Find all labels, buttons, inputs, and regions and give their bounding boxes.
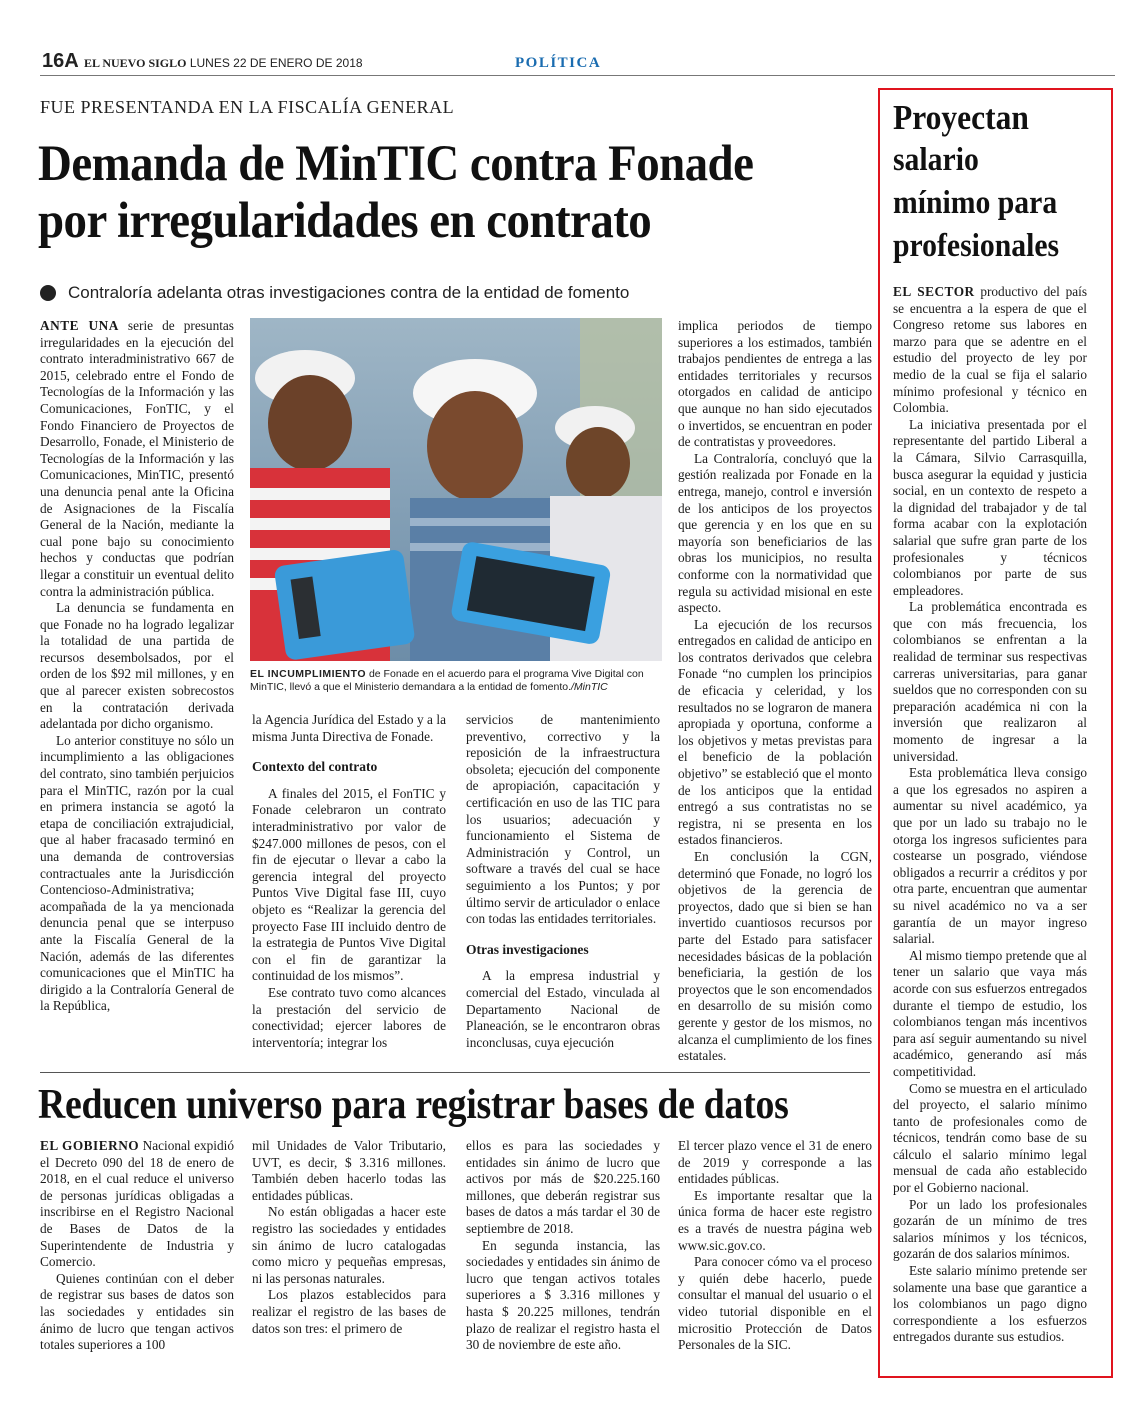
sidebar-body (893, 284, 1087, 1346)
article-deck (40, 283, 629, 303)
lead-in: ANTE UNA (40, 318, 119, 333)
paragraph: Por un lado los profesionales gozarán de un mínimo de tres salarios mínimos y los técnicos, gozarán de dos salarios mínimos. (893, 1196, 1087, 1262)
paragraph-text: Nacional expidió el Decreto 090 del 18 de enero de 2018, en el cual reduce el universo de personas jurídicas obligadas a inscribirse en el Registro Nacional de Bases de Datos de la Superintendente de Industria y Comercio. (40, 1138, 234, 1270)
caption-text: de Fonade en el acuerdo para el programa Vive Digital con MinTIC, llevó a que el Ministerio demandara a la entidad de fomento. (250, 668, 644, 693)
paragraph: La Contraloría, concluyó que la gestión realizada por Fonade en la entrega, manejo, control e inversión de los anticipos de los proyectos que gerencia y en los que en su mayoría son beneficiarios de las obras los municipios, no resulta conforme con la normatividad que regula su actividad misional en este aspecto. (678, 450, 872, 616)
second-column-2 (252, 1138, 446, 1337)
paragraph: La iniciativa presentada por el representante del partido Liberal a la Cámara, Silvio Carrasquilla, busca asegurar la equidad y justicia social, en un contexto de respeto a la dignidad del trabajador y de tal forma acabar con la explotación salarial que sufre gran parte de los profesionales y técnicos colombianos por parte de sus empleadores. (893, 416, 1087, 598)
paragraph: En segunda instancia, las sociedades y entidades sin ánimo de lucro que tengan activos totales superiores a $ 3.316 millones y hasta $ 20.225 millones, tendrán plazo de realizar el registro hasta el 30 de noviembre de este año. (466, 1237, 660, 1353)
main-column-3 (466, 712, 660, 1051)
article-photo (250, 318, 662, 661)
paragraph: La problemática encontrada es que con más frecuencia, los colombianos se enfrentan a la realidad de terminar sus respectivas carreras universitarias, para ganar sueldos que no corresponden con su preparación académica ni con la inversión que realizaron al momento de ingresar a la universidad. (893, 599, 1087, 764)
paragraph-text: productivo del país se encuentra a la espera de que el Congreso retome sus labores en marzo para que se adentre en el estudio del proyecto de ley por medio de la cual se fija el salario mínimo profesional y técnico en Colombia. (893, 284, 1087, 416)
main-column-4 (678, 318, 872, 1065)
paragraph (40, 318, 234, 600)
paragraph: A la empresa industrial y comercial del Estado, vinculada al Departamento Nacional de Planeación, se le encontraron obras inconclusas, cuya ejecución (466, 968, 660, 1050)
paragraph: Para conocer cómo va el proceso y quién debe hacerlo, puede consultar el manual del usuario o el video tutorial disponible en el micrositio Protección de Datos Personales de la SIC. (678, 1254, 872, 1353)
sidebar-headline-line-2: salario (893, 142, 979, 178)
subheading-otras-investigaciones: Otras investigaciones (466, 941, 589, 957)
photo-caption (250, 668, 662, 694)
paragraph: Quienes continúan con el deber de registrar sus bases de datos son las sociedades y entidades sin ánimo de lucro que tengan activos totales superiores a 100 (40, 1270, 234, 1353)
paragraph: Es importante resaltar que la única forma de hacer este registro es a través de nuestra página web www.sic.gov.co. (678, 1187, 872, 1253)
bullet-icon (40, 285, 56, 301)
paragraph: ellos es para las sociedades y entidades sin ánimo de lucro que activos por más de $20.225.160 millones, que deberán registrar sus bases de datos a más tardar el 30 de septiembre de 2018. (466, 1138, 660, 1236)
paragraph: En conclusión la CGN, determinó que Fonade, no logró los objetivos de la gerencia de proyectos, dado que si bien se han invertido cuantiosos recursos por parte del Estado para satisfacer necesidades básicas de la población beneficiaria, la gestión de los proyectos que le son encomendados en desarrollo de su misión como gerente y gestor de los mismos, no alcanza el cumplimiento de los fines estatales. (678, 849, 872, 1064)
paragraph: La ejecución de los recursos entregados en calidad de anticipo en los contratos derivados que celebra Fonade “no cumplen los principios de eficacia y celeridad, y los resultados no se lograron de manera apropiada y oportuna, conforme a los objetivos y metas previstas para el beneficio de la población objetivo” se estableció que el monto de los anticipos que la entidad entregó a sus contratistas no se registra, ni se presenta en los estados financieros. (678, 616, 872, 848)
paragraph: Al mismo tiempo pretende que al tener un salario que vaya más acorde con sus esfuerzos entregados durante el tiempo de estudio, los colombianos tengan más incentivos para así seguir aumentando su nivel académico, generando así más competitividad. (893, 947, 1087, 1079)
sidebar-headline-line-3: mínimo para (893, 185, 1058, 221)
page-number: 16A (42, 50, 79, 72)
paragraph: la Agencia Jurídica del Estado y a la misma Junta Directiva de Fonade. (252, 712, 446, 744)
section-label: POLÍTICA (515, 55, 602, 71)
paragraph: implica periodos de tiempo superiores a los estimados, también trabajos pendientes de entrega a las entidades territoriales y recursos otorgados en calidad de anticipo que aunque no han sido ejecutados o invertidos, se encuentran en poder de contratistas y proveedores. (678, 318, 872, 450)
children-tablets-illustration (250, 318, 662, 661)
paragraph: Lo anterior constituye no sólo un incumplimiento a las obligaciones del contrato, sino también perjuicios para el MinTIC, razón por la cual en primera instancia se agotó la etapa de conciliación extrajudicial, que al haber fracasado terminó en una demanda de controversias contractuales ante la Jurisdicción Contencioso-Administrativa; acompañada de la ya mencionada denuncia penal que se interpuso ante la Fiscalía General de la Nación, además de las diferentes comunicaciones que el MinTIC ha dirigido a la Contraloría General de la República, (40, 732, 234, 1014)
article-divider (40, 1072, 870, 1073)
sidebar-headline-line-1: Proyectan (893, 98, 1029, 137)
paragraph (40, 1138, 234, 1271)
paragraph: mil Unidades de Valor Tributario, UVT, es decir, $ 3.316 millones. También deben hacerlo todas las entidades públicas. (252, 1138, 446, 1203)
article-kicker: FUE PRESENTANDA EN LA FISCALÍA GENERAL (40, 97, 455, 117)
paragraph: servicios de mantenimiento preventivo, correctivo y la reposición de la infraestructura obsoleta; ejecución del componente de apropiación, capacitación y certificación en uso de las TIC para los usuarios; adecuación y funcionamiento el Sistema de Administración y Control, un software a través del cual se hace seguimiento a los Puntos; y por último servir de articulador o enlace con todas las entidades territoriales. (466, 712, 660, 927)
caption-lead: EL INCUMPLIMIENTO (250, 668, 367, 680)
paragraph: No están obligadas a hacer este registro las sociedades y entidades sin ánimo de lucro catalogadas como micro y pequeñas empresas, ni las personas naturales. (252, 1204, 446, 1286)
second-column-4 (678, 1138, 872, 1354)
paragraph: Como se muestra en el articulado del proyecto, el salario mínimo tanto de profesionales como de técnicos, tendrán como base de su cálculo el salario mínimo legal mensual de cada año establecido por el Gobierno nacional. (893, 1080, 1087, 1196)
paragraph: Este salario mínimo pretende ser solamente una base que garantice a los colombianos un pago digno correspondiente a los esfuerzos entregados durante sus estudios. (893, 1263, 1087, 1345)
newspaper-name: EL NUEVO SIGLO (84, 56, 187, 70)
newspaper-dateline (84, 56, 363, 71)
paragraph (893, 284, 1087, 417)
lead-in: EL GOBIERNO (40, 1138, 140, 1153)
paragraph: Ese contrato tuvo como alcances la prestación del servicio de conectividad; ejercer labores de interventoría; integrar los (252, 984, 446, 1050)
subheading-contexto: Contexto del contrato (252, 759, 378, 775)
main-headline-line-1: Demanda de MinTIC contra Fonade (38, 136, 754, 192)
header-rule (40, 75, 1115, 76)
paragraph: Esta problemática lleva consigo a que los egresados no aspiren a aumentar su nivel académico, ya que por un lado su trabajo no le otorga los ingresos suficientes para costearse un posgrado, viéndose obligados a recurrir a créditos y por otra parte, encuentran que aumentar su nivel académico no va a ser garantía de un mayor ingreso salarial. (893, 765, 1087, 947)
paragraph: La denuncia se fundamenta en que Fonade no ha logrado legalizar la totalidad de una partida de recursos desembolsados, por el orden de los $92 mil millones, y en que al parecer existen sobrecostos en la contratación derivada adelantada por dicho organismo. (40, 600, 234, 732)
paragraph: Los plazos establecidos para realizar el registro de las bases de datos son tres: el primero de (252, 1287, 446, 1336)
sidebar-headline (893, 96, 1082, 268)
main-column-2 (252, 712, 446, 1051)
deck-text: Contraloría adelanta otras investigaciones contra de la entidad de fomento (68, 283, 630, 302)
main-headline (38, 136, 811, 250)
second-headline: Reducen universo para registrar bases de datos (38, 1082, 789, 1128)
main-column-1 (40, 318, 234, 1015)
second-column-3 (466, 1138, 660, 1354)
photo-credit: /MinTIC (571, 681, 608, 693)
sidebar-headline-line-4: profesionales (893, 228, 1060, 264)
lead-in: EL SECTOR (893, 284, 975, 299)
second-column-1 (40, 1138, 234, 1354)
paragraph: A finales del 2015, el FonTIC y Fonade celebraron un contrato interadministrativo por valor de $247.000 millones de pesos, con el fin de ejecutar o llevar a cabo la gerencia integral del proyecto Puntos Vive Digital fase III, cuyo objeto es “Realizar la gerencia del proyecto Fase III incluido dentro de la estrategia de Puntos Vive Digital con el fin de garantizar la continuidad de los mismos”. (252, 785, 446, 984)
main-headline-line-2: por irregularidades en contrato (38, 193, 652, 249)
paragraph-text: serie de presuntas irregularidades en la ejecución del contrato interadministrativo 667 de 2015, celebrado entre el Fondo de Tecnologías de la Información y las Comunicaciones, FonTIC, y el Fondo Financiero de Proyectos de Desarrollo, Fonade, el Ministerio de Tecnologías de la Información y las Comunicaciones, MinTIC, presentó una denuncia penal ante la Oficina de Asignaciones de la Fiscalía General de la Nación, mediante la cual pone bajo su conocimiento hechos y conductas que podrían llegar a constituir un eventual delito contra la administración pública. (40, 318, 234, 599)
issue-date: LUNES 22 DE ENERO DE 2018 (189, 56, 363, 70)
paragraph: El tercer plazo vence el 31 de enero de 2019 y corresponde a las entidades públicas. (678, 1138, 872, 1187)
